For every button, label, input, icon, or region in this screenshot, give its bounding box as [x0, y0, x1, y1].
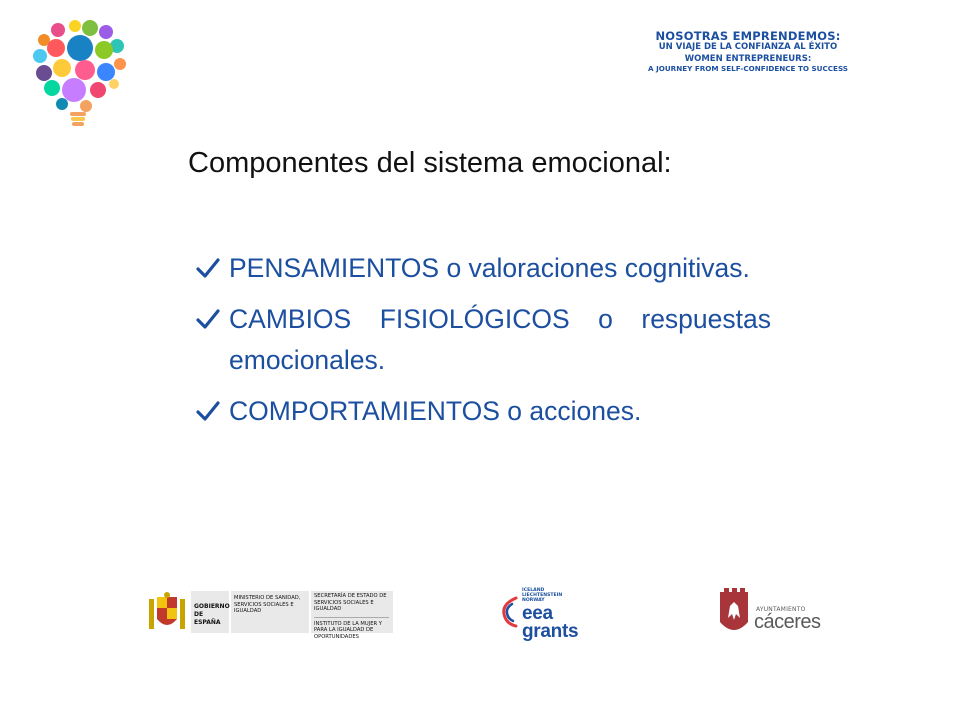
coat-of-arms-icon — [147, 591, 187, 633]
project-title — [608, 30, 888, 73]
instituto-label: INSTITUTO DE LA MUJER Y PARA LA IGUALDAD DE OPORTUNIDADES — [314, 620, 382, 640]
bullet-text: COMPORTAMIENTOS o acciones. — [229, 396, 642, 426]
ayuntamiento-label: AYUNTAMIENTO — [756, 606, 806, 613]
country-liechtenstein: LIECHTENSTEIN — [522, 593, 563, 599]
eea-swirl-icon — [498, 594, 520, 630]
gobierno-espana-logo — [145, 587, 395, 640]
bullet-text: PENSAMIENTOS o valoraciones cognitivas. — [229, 253, 750, 283]
balloon-logo — [30, 18, 130, 130]
eea-grants-logo — [498, 584, 588, 644]
bullet-text: CAMBIOS FISIOLÓGICOS o respuestas emocionales. — [229, 304, 771, 375]
country-iceland: ICELAND — [522, 588, 545, 593]
slide-title: Componentes del sistema emocional: — [188, 147, 672, 179]
bullet-list — [196, 248, 771, 442]
project-subtitle-en: A JOURNEY FROM SELF-CONFIDENCE TO SUCCESS — [648, 63, 848, 73]
project-subtitle-es: UN VIAJE DE LA CONFIANZA AL ÉXITO — [658, 42, 838, 53]
eea-word: eea — [522, 603, 553, 624]
country-norway: NORWAY — [522, 598, 545, 604]
grants-word: grants — [522, 621, 579, 642]
ministry-label: MINISTERIO DE SANIDAD, SERVICIOS SOCIALES E IGUALDAD — [231, 591, 309, 633]
caceres-logo — [718, 588, 828, 638]
eea-countries — [522, 588, 562, 604]
secretaria-label: SECRETARÍA DE ESTADO DE SERVICIOS SOCIALES E IGUALDAD — [314, 593, 387, 612]
divider — [314, 617, 389, 618]
caceres-wordmark: cáceres — [754, 611, 821, 633]
caceres-shield-icon — [718, 588, 750, 636]
bullet-item — [196, 248, 771, 289]
checkmark-icon — [196, 399, 220, 423]
bullet-item — [196, 391, 771, 432]
checkmark-icon — [196, 256, 220, 280]
checkmark-icon — [196, 307, 220, 331]
gobierno-label: GOBIERNO DE ESPAÑA — [191, 591, 229, 633]
footer-logos — [0, 576, 960, 646]
bullet-item — [196, 299, 771, 381]
eea-grants-wordmark — [522, 605, 578, 641]
project-title-es: NOSOTRAS EMPRENDEMOS: — [655, 29, 841, 43]
secretaria-block — [311, 591, 393, 640]
project-title-en: WOMEN ENTREPRENEURS: — [684, 53, 812, 64]
